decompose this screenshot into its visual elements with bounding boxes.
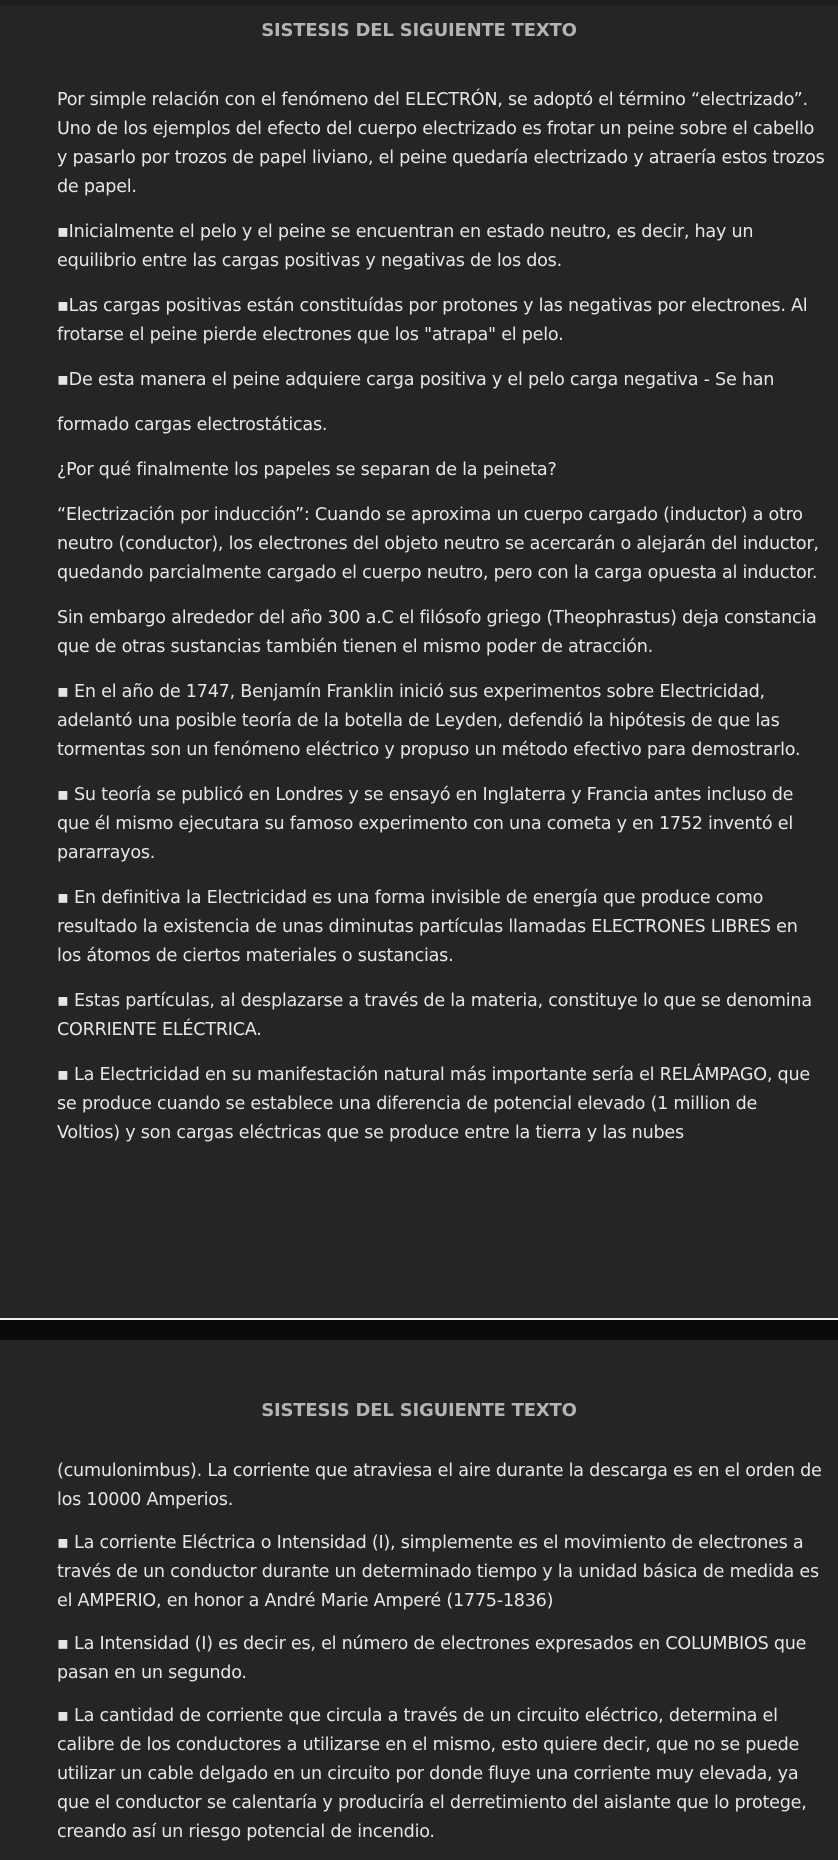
- paragraph: ▪ La cantidad de corriente que circula a través de un circuito eléctrico, determina el calibre de los conductores a utilizarse en el mismo, esto quiere decir, que no se puede utilizar un cable delgado en un circuito por donde fluye una corriente muy elevada, ya que el conductor se calentaría y produciría el derretimiento del aislante que lo protege, creando así un riesgo potencial de incendio.: [57, 1706, 807, 1842]
- paragraph: ▪Las cargas positivas están constituídas por protones y las negativas por electrones. Al frotarse el peine pierde electrones que los "atrapa" el pelo.: [57, 296, 808, 345]
- paragraph: ▪ La Intensidad (I) es decir es, el número de electrones expresados en COLUMBIOS que pasan en un segundo.: [57, 1634, 807, 1683]
- page-gap: [0, 1320, 838, 1340]
- paragraph: Por simple relación con el fenómeno del ELECTRÓN, se adoptó el término “electrizado”. Uno de los ejemplos del efecto del cuerpo electrizado es frotar un peine sobre el cabello y pasarlo por trozos de papel liviano, el peine quedaría electrizado y atraería estos trozos de papel.: [57, 90, 825, 197]
- paragraph: Sin embargo alrededor del año 300 a.C el filósofo griego (Theophrastus) deja constancia que de otras sustancias también tienen el mismo poder de atracción.: [57, 608, 817, 657]
- paragraph: ▪ La Electricidad en su manifestación natural más importante sería el RELÁMPAGO, que se produce cuando se establece una diferencia de potencial elevado (1 million de Voltios) y son cargas eléctricas que se produce entre la tierra y las nubes: [57, 1065, 810, 1143]
- paragraph: (cumulonimbus). La corriente que atraviesa el aire durante la descarga es en el orden de los 10000 Amperios.: [57, 1461, 822, 1510]
- paragraph: ▪Inicialmente el pelo y el peine se encuentran en estado neutro, es decir, hay un equilibrio entre las cargas positivas y negativas de los dos.: [57, 222, 754, 271]
- paragraph: ▪ En definitiva la Electricidad es una forma invisible de energía que produce como resultado la existencia de unas diminutas partículas llamadas ELECTRONES LIBRES en los átomos de ciertos materiales o sustancias.: [57, 888, 798, 966]
- document-page-2: [0, 1340, 838, 1860]
- page-title: SISTESIS DEL SIGUIENTE TEXTO: [261, 20, 577, 41]
- paragraph: ▪ Su teoría se publicó en Londres y se ensayó en Inglaterra y Francia antes incluso de que él mismo ejecutara su famoso experimento con una cometa y en 1752 inventó el pararrayos.: [57, 785, 794, 863]
- paragraph: ▪ Estas partículas, al desplazarse a través de la materia, constituye lo que se denomina CORRIENTE ELÉCTRICA.: [57, 991, 812, 1040]
- paragraph: formado cargas electrostáticas.: [57, 415, 328, 435]
- paragraph: “Electrización por inducción”: Cuando se aproxima un cuerpo cargado (inductor) a otro neutro (conductor), los electrones del objeto neutro se acercarán o alejarán del inductor, quedando parcialmente cargado el cuerpo neutro, pero con la carga opuesta al inductor.: [57, 505, 819, 583]
- paragraph: ▪ La corriente Eléctrica o Intensidad (I), simplemente es el movimiento de electrones a través de un conductor durante un determinado tiempo y la unidad básica de medida es el AMPERIO, en honor a André Marie Amperé (1775-1836): [57, 1533, 819, 1611]
- paragraph: ▪De esta manera el peine adquiere carga positiva y el pelo carga negativa - Se han: [57, 370, 775, 390]
- page-title: SISTESIS DEL SIGUIENTE TEXTO: [261, 1400, 577, 1421]
- paragraph: ▪ En el año de 1747, Benjamín Franklin inició sus experimentos sobre Electricidad, adelantó una posible teoría de la botella de Leyden, defendió la hipótesis de que las tormentas son un fenómeno eléctrico y propuso un método efectivo para demostrarlo.: [57, 682, 801, 760]
- paragraph: ¿Por qué finalmente los papeles se separan de la peineta?: [57, 460, 557, 480]
